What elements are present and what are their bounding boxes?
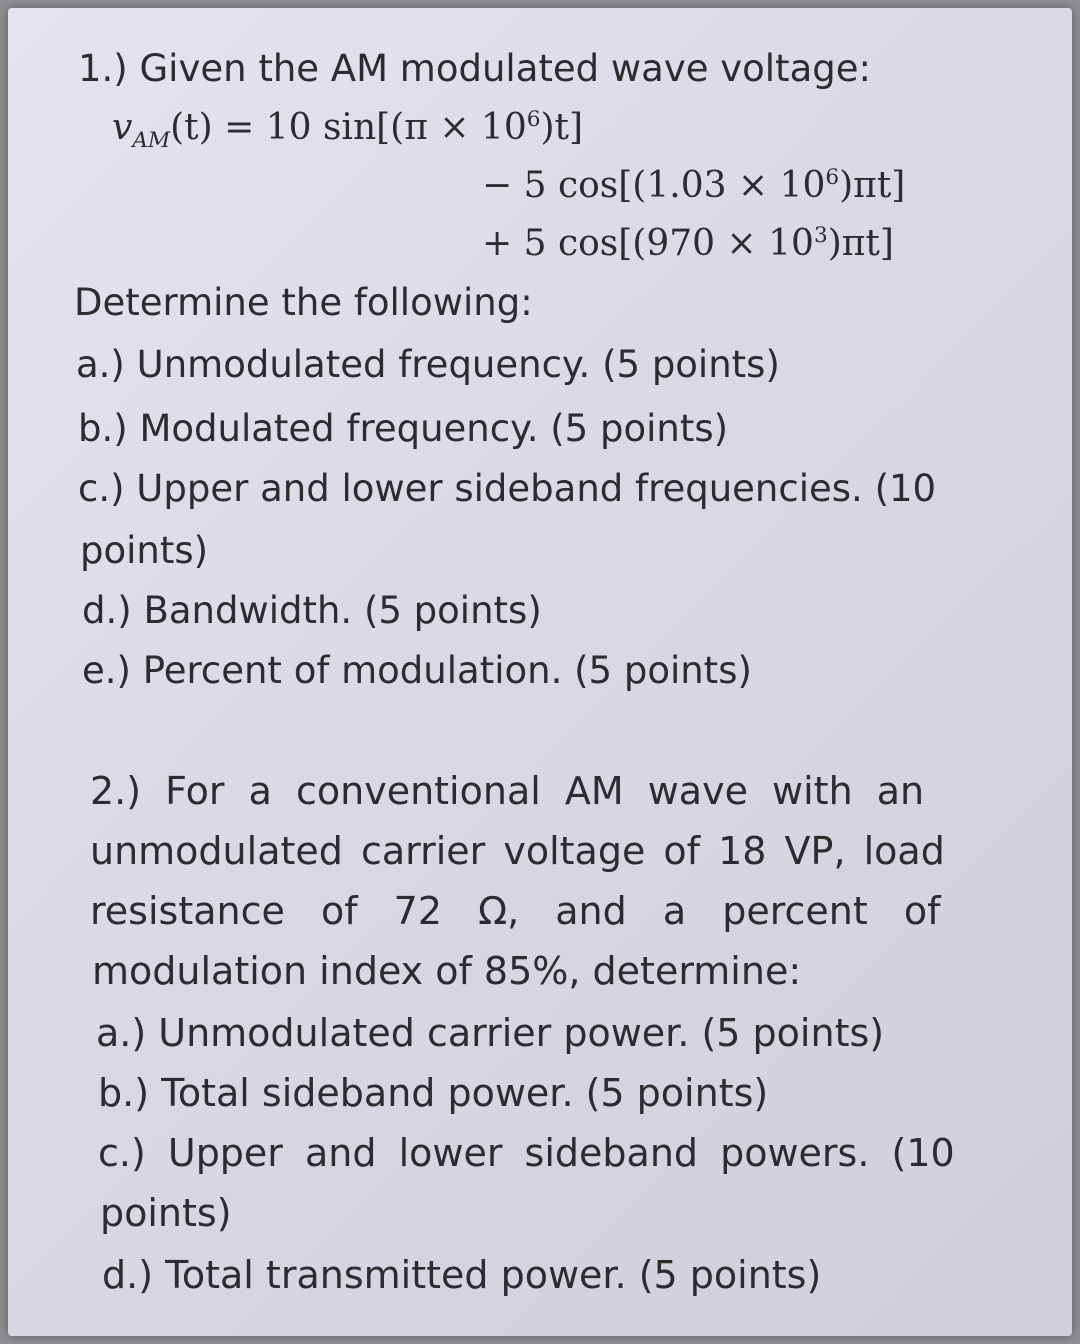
question-1-item-c: c.) Upper and lower sideband frequencies. (10: [78, 467, 937, 510]
question-2-header-line-2: unmodulated carrier voltage of 18 VP, load: [90, 829, 945, 873]
question-2-item-c-cont: points): [100, 1191, 232, 1235]
question-2-header-line-1: 2.) For a conventional AM wave with an: [90, 769, 925, 813]
term-2-prefix: − 5 cos[(1.03 × 10: [482, 165, 826, 206]
term-2-exponent: 6: [825, 165, 840, 190]
question-1-header: 1.) Given the AM modulated wave voltage:: [78, 47, 871, 90]
term-3-exponent: 3: [813, 223, 828, 248]
question-2-item-c: c.) Upper and lower sideband powers. (10: [98, 1131, 955, 1175]
equation-lhs-var: v: [112, 107, 133, 148]
question-1-item-c-cont: points): [80, 529, 209, 572]
equation-lhs-arg: (t): [170, 107, 213, 148]
term-1-suffix: )t]: [540, 107, 584, 148]
question-1-intro: Determine the following:: [74, 281, 533, 324]
question-2-header-line-3: resistance of 72 Ω, and a percent of: [90, 889, 941, 933]
term-1-exponent: 6: [526, 107, 541, 132]
term-3-prefix: + 5 cos[(970 × 10: [482, 223, 814, 264]
question-2-header-line-4: modulation index of 85%, determine:: [92, 949, 802, 993]
term-2-suffix: )πt]: [839, 165, 906, 206]
equation-term-1: [266, 107, 583, 148]
equation-lhs-subscript: AM: [132, 128, 171, 154]
equation-line-3: [482, 223, 894, 264]
question-2-item-a: a.) Unmodulated carrier power. (5 points): [96, 1011, 885, 1055]
equation-line-2: [482, 165, 906, 206]
question-1-item-d: d.) Bandwidth. (5 points): [82, 589, 542, 632]
term-1-prefix: 10 sin[(π × 10: [265, 107, 527, 148]
question-1-item-a: a.) Unmodulated frequency. (5 points): [76, 343, 780, 386]
question-2-item-b: b.) Total sideband power. (5 points): [98, 1071, 769, 1115]
question-2-item-d: d.) Total transmitted power. (5 points): [102, 1253, 822, 1297]
equation-eq-sign: =: [224, 107, 255, 148]
equation-line-1: [112, 107, 584, 154]
question-1-item-b: b.) Modulated frequency. (5 points): [78, 407, 729, 450]
term-3-suffix: )πt]: [827, 223, 894, 264]
question-1-item-e: e.) Percent of modulation. (5 points): [82, 649, 752, 692]
